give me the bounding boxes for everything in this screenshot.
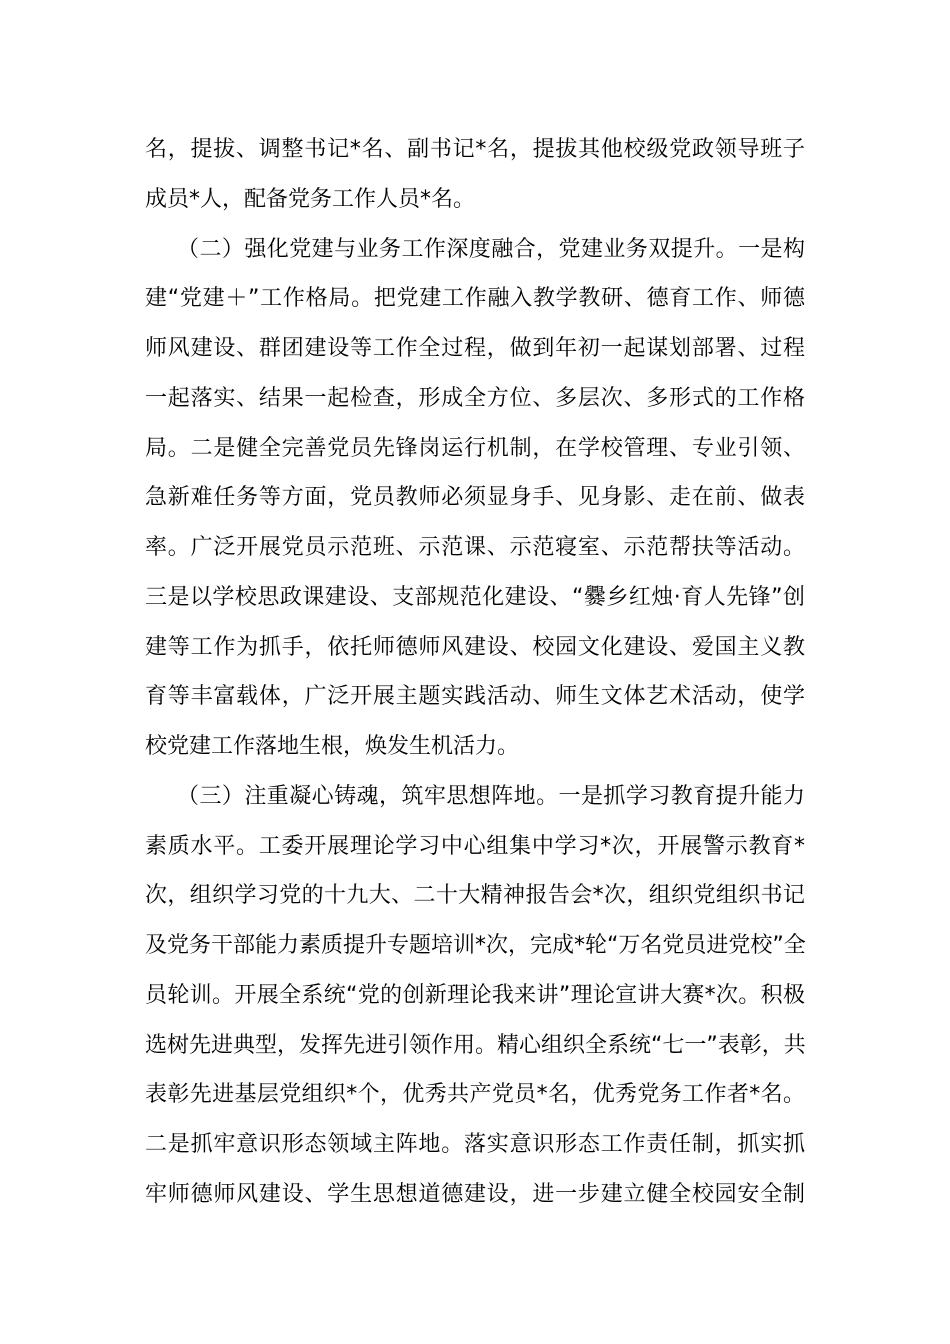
- text-line: 局。二是健全完善党员先锋岗运行机制，在学校管理、专业引领、: [145, 435, 805, 461]
- text-line: 成员*人，配备党务工作人员*名。: [145, 186, 476, 212]
- text-line: 育等丰富载体，广泛开展主题实践活动、师生文体艺术活动，使学: [145, 684, 805, 710]
- text-line: 选树先进典型，发挥先进引领作用。精心组织全系统“七一”表彰，共: [145, 1032, 806, 1058]
- text-line: 员轮训。开展全系统“党的创新理论我来讲”理论宣讲大赛*次。积极: [145, 982, 805, 1008]
- text-line: 师风建设、群团建设等工作全过程，做到年初一起谋划部署、过程: [145, 336, 805, 361]
- text-line: 素质水平。工委开展理论学习中心组集中学习*次，开展警示教育*: [145, 833, 805, 859]
- text-line: 校党建工作落地生根，焕发生机活力。: [145, 734, 520, 759]
- text-line: 三是以学校思政课建设、支部规范化建设、“爨乡红烛·育人先锋”创: [145, 584, 805, 610]
- text-line: 及党务干部能力素质提升专题培训*次，完成*轮“万名党员进党校”全: [145, 933, 806, 958]
- text-line: 表彰先进基层党组织*个，优秀共产党员*名，优秀党务工作者*名。: [145, 1082, 805, 1108]
- paragraph: [145, 780, 805, 1228]
- text-line: （二）强化党建与业务工作深度融合，党建业务双提升。一是构: [177, 236, 805, 262]
- text-line: 牢师德师风建设、学生思想道德建设，进一步建立健全校园安全制: [145, 1181, 805, 1207]
- text-line: 次，组织学习党的十九大、二十大精神报告会*次，组织党组织书记: [145, 883, 805, 909]
- text-line: 建等工作为抓手，依托师德师风建设、校园文化建设、爱国主义教: [145, 634, 805, 660]
- text-line: 率。广泛开展党员示范班、示范课、示范寝室、示范帮扶等活动。: [145, 535, 805, 560]
- text-line: 急新难任务等方面，党员教师必须显身手、见身影、走在前、做表: [145, 485, 805, 511]
- text-line: 建“党建＋”工作格局。把党建工作融入教学教研、德育工作、师德: [145, 286, 805, 312]
- paragraph: [145, 233, 805, 780]
- document-body: [145, 133, 805, 1228]
- paragraph: [145, 133, 805, 233]
- text-line: 一起落实、结果一起检查，形成全方位、多层次、多形式的工作格: [145, 385, 805, 411]
- text-line: （三）注重凝心铸魂，筑牢思想阵地。一是抓学习教育提升能力: [177, 783, 805, 809]
- text-line: 二是抓牢意识形态领域主阵地。落实意识形态工作责任制，抓实抓: [145, 1132, 805, 1157]
- text-line: 名，提拔、调整书记*名、副书记*名，提拔其他校级党政领导班子: [145, 137, 805, 162]
